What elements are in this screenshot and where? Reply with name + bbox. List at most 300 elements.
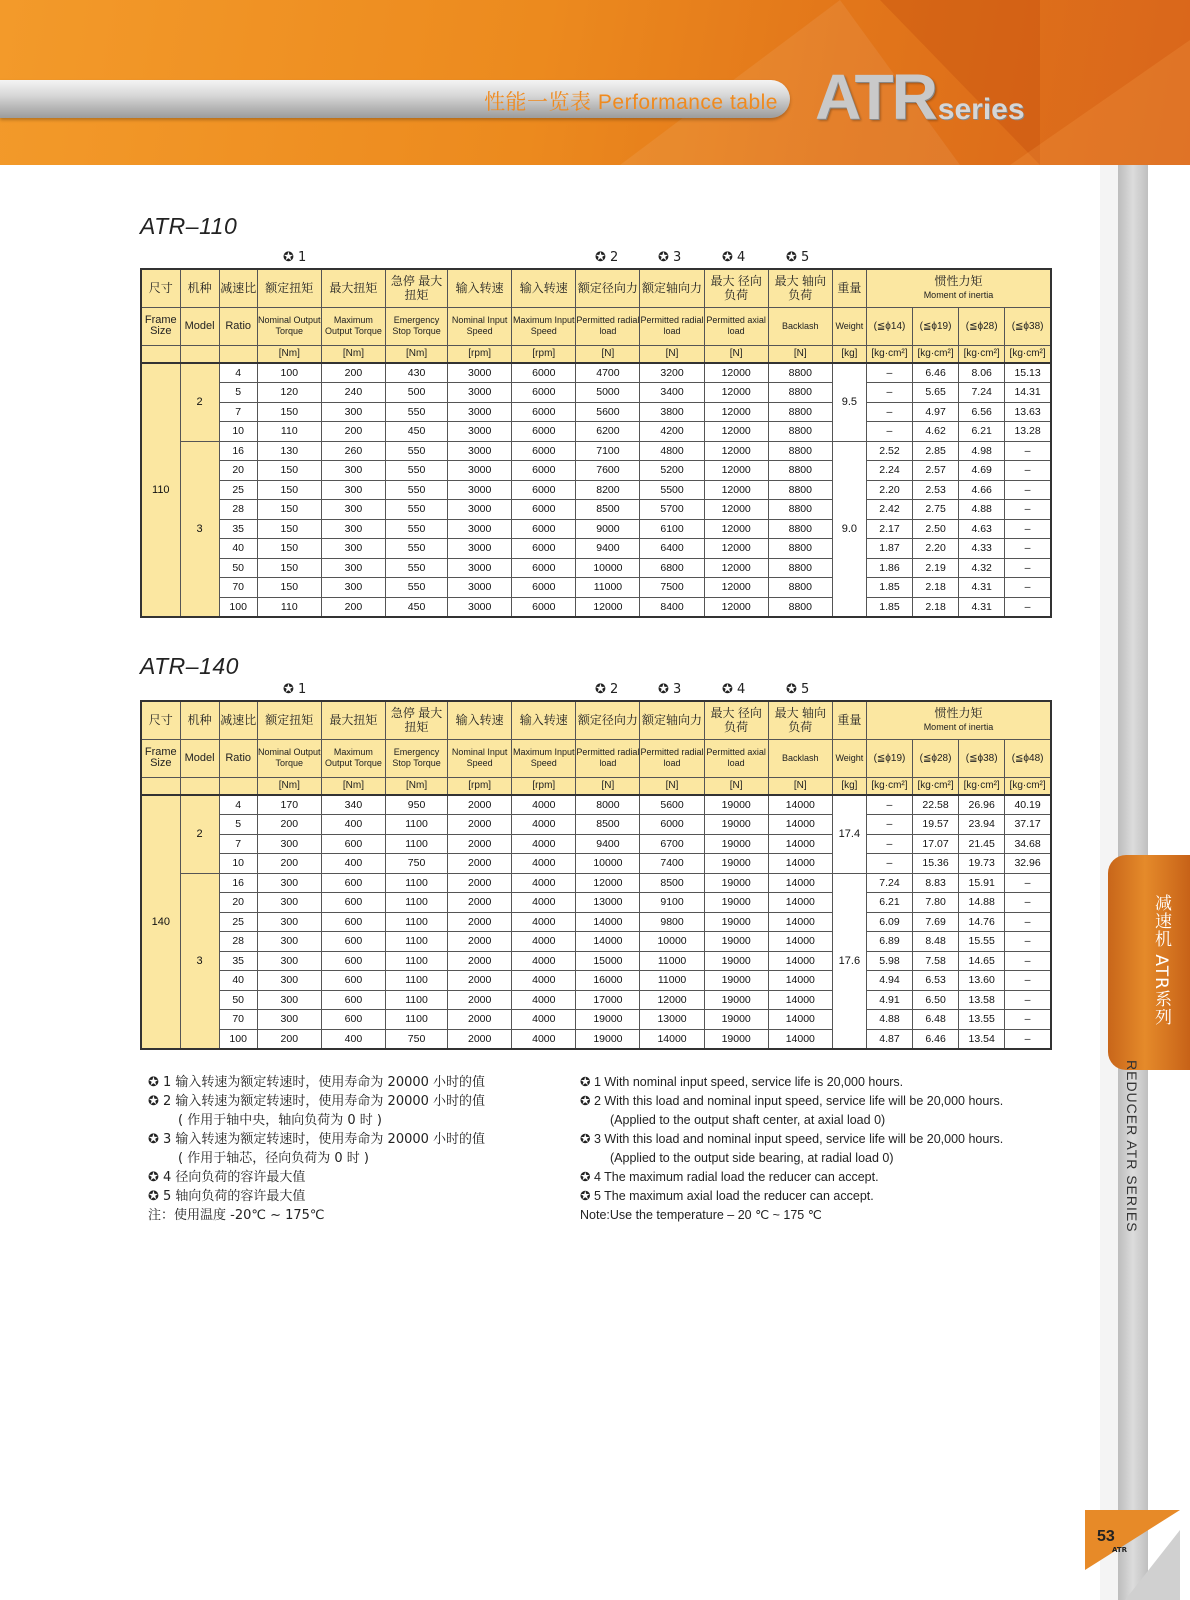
unit-cell: [kg·cm²] xyxy=(913,777,959,795)
value-cell: 170 xyxy=(257,795,321,815)
value-cell: – xyxy=(1005,1010,1051,1030)
inertia-shaft-header: (≦ϕ28) xyxy=(913,739,959,777)
ratio-cell: 50 xyxy=(219,558,257,578)
value-cell: 15.55 xyxy=(959,932,1005,952)
value-cell: 4000 xyxy=(512,795,576,815)
value-cell: 400 xyxy=(321,854,385,874)
value-cell: 200 xyxy=(257,1029,321,1049)
column-header-en: Backlash xyxy=(768,739,832,777)
value-cell: 14000 xyxy=(576,932,640,952)
inertia-shaft-header: (≦ϕ19) xyxy=(866,739,912,777)
value-cell: 19000 xyxy=(704,1010,768,1030)
column-header-en: Maximum Output Torque xyxy=(321,307,385,345)
value-cell: 2000 xyxy=(448,834,512,854)
value-cell: 4.31 xyxy=(959,597,1005,617)
column-header-zh: 额定轴向力 xyxy=(640,701,704,739)
value-cell: 3000 xyxy=(448,402,512,422)
value-cell: 14.76 xyxy=(959,912,1005,932)
value-cell: 19000 xyxy=(704,951,768,971)
value-cell: 1100 xyxy=(385,951,447,971)
weight-cell: 17.4 xyxy=(832,795,866,873)
value-cell: 300 xyxy=(257,990,321,1010)
value-cell: 4000 xyxy=(512,893,576,913)
column-header-en: Nominal Input Speed xyxy=(448,307,512,345)
value-cell: 4.63 xyxy=(959,519,1005,539)
value-cell: 400 xyxy=(321,1029,385,1049)
value-cell: 13000 xyxy=(640,1010,704,1030)
note-line: ✪ 5 轴向负荷的容许最大值 xyxy=(148,1189,306,1204)
value-cell: 300 xyxy=(257,971,321,991)
value-cell: 3800 xyxy=(640,402,704,422)
table-row xyxy=(141,402,1051,422)
value-cell: 4.62 xyxy=(913,422,959,442)
unit-cell xyxy=(180,345,219,363)
note-line: (Applied to the output side bearing, at radial load 0) xyxy=(610,1151,894,1165)
inertia-title-zh: 惯性力矩 xyxy=(934,705,983,720)
ratio-cell: 16 xyxy=(219,873,257,893)
value-cell: 8800 xyxy=(768,441,832,461)
value-cell: 4.94 xyxy=(866,971,912,991)
table-row xyxy=(141,363,1051,383)
table-row xyxy=(141,519,1051,539)
column-header-zh: 输入转速 xyxy=(512,269,576,307)
note-line: ✪ 2 输入转速为额定转速时，使用寿命为 20000 小时的值 xyxy=(148,1094,486,1109)
value-cell: 5.98 xyxy=(866,951,912,971)
value-cell: 6000 xyxy=(512,441,576,461)
value-cell: 150 xyxy=(257,480,321,500)
unit-cell xyxy=(180,777,219,795)
ratio-cell: 4 xyxy=(219,795,257,815)
value-cell: 1100 xyxy=(385,912,447,932)
value-cell: 600 xyxy=(321,1010,385,1030)
value-cell: 9800 xyxy=(640,912,704,932)
table-row xyxy=(141,1029,1051,1049)
value-cell: 200 xyxy=(257,854,321,874)
value-cell: 550 xyxy=(385,519,447,539)
value-cell: 3000 xyxy=(448,578,512,598)
value-cell: 3200 xyxy=(640,363,704,383)
value-cell: 13.60 xyxy=(959,971,1005,991)
unit-cell xyxy=(141,345,180,363)
value-cell: 14000 xyxy=(768,912,832,932)
value-cell: 8800 xyxy=(768,539,832,559)
value-cell: 11000 xyxy=(640,951,704,971)
value-cell: 6.21 xyxy=(866,893,912,913)
ratio-cell: 40 xyxy=(219,539,257,559)
footnote-mark: ✪ 5 xyxy=(786,250,810,265)
column-header-en: Permitted axial load xyxy=(704,307,768,345)
value-cell: 12000 xyxy=(704,422,768,442)
column-header-zh: 减速比 xyxy=(219,701,257,739)
value-cell: 1100 xyxy=(385,815,447,835)
value-cell: 4.66 xyxy=(959,480,1005,500)
value-cell: 14000 xyxy=(768,1029,832,1049)
column-header-zh: 急停 最大扭矩 xyxy=(385,701,447,739)
column-header-zh: 重量 xyxy=(832,701,866,739)
value-cell: 8800 xyxy=(768,422,832,442)
value-cell: – xyxy=(1005,971,1051,991)
value-cell: 4.69 xyxy=(959,461,1005,481)
column-header-zh: 额定扭矩 xyxy=(257,701,321,739)
column-header-en: Permitted axial load xyxy=(704,739,768,777)
value-cell: 4700 xyxy=(576,363,640,383)
value-cell: 3000 xyxy=(448,422,512,442)
model-cell: 3 xyxy=(180,441,219,617)
note-line: (Applied to the output shaft center, at axial load 0) xyxy=(610,1113,886,1127)
unit-cell: [N] xyxy=(576,777,640,795)
value-cell: – xyxy=(1005,597,1051,617)
value-cell: 8.83 xyxy=(913,873,959,893)
header-facet xyxy=(1010,40,1190,165)
inertia-shaft-header: (≦ϕ28) xyxy=(959,307,1005,345)
column-header-en: Maximum Output Torque xyxy=(321,739,385,777)
value-cell: 6000 xyxy=(512,480,576,500)
table-row xyxy=(141,558,1051,578)
value-cell: 7600 xyxy=(576,461,640,481)
value-cell: – xyxy=(1005,441,1051,461)
ratio-cell: 7 xyxy=(219,834,257,854)
value-cell: 1.86 xyxy=(866,558,912,578)
value-cell: – xyxy=(1005,893,1051,913)
value-cell: 14000 xyxy=(640,1029,704,1049)
value-cell: – xyxy=(866,834,912,854)
note-line: Note:Use the temperature – 20 ℃ ~ 175 ℃ xyxy=(580,1208,822,1222)
value-cell: – xyxy=(1005,539,1051,559)
value-cell: 4.87 xyxy=(866,1029,912,1049)
value-cell: 300 xyxy=(321,402,385,422)
weight-cell: 9.5 xyxy=(832,363,866,441)
unit-cell: [Nm] xyxy=(321,345,385,363)
value-cell: 14000 xyxy=(768,873,832,893)
value-cell: 8.06 xyxy=(959,363,1005,383)
value-cell: 2.53 xyxy=(913,480,959,500)
value-cell: – xyxy=(1005,951,1051,971)
value-cell: 22.58 xyxy=(913,795,959,815)
table-row xyxy=(141,597,1051,617)
value-cell: 13.58 xyxy=(959,990,1005,1010)
column-header-en: Model xyxy=(180,739,219,777)
note-line: ✪ 3 输入转速为额定转速时，使用寿命为 20000 小时的值 xyxy=(148,1132,486,1147)
value-cell: 11000 xyxy=(576,578,640,598)
value-cell: 8800 xyxy=(768,480,832,500)
ratio-cell: 10 xyxy=(219,854,257,874)
value-cell: 12000 xyxy=(704,519,768,539)
value-cell: 10000 xyxy=(640,932,704,952)
value-cell: 130 xyxy=(257,441,321,461)
column-header-zh: 最大扭矩 xyxy=(321,701,385,739)
value-cell: 12000 xyxy=(704,597,768,617)
unit-cell: [N] xyxy=(640,777,704,795)
value-cell: 6.50 xyxy=(913,990,959,1010)
ratio-cell: 4 xyxy=(219,363,257,383)
brand-logo xyxy=(815,60,1025,133)
value-cell: 240 xyxy=(321,383,385,403)
column-header-en: Emergency Stop Torque xyxy=(385,739,447,777)
header-title-bar xyxy=(0,80,790,118)
footnote-mark: ✪ 3 xyxy=(658,682,682,697)
footnote-mark: ✪ 4 xyxy=(722,250,746,265)
column-header-zh: 最大 径向负荷 xyxy=(704,269,768,307)
note-line: ✪ 2 With this load and nominal input speed, service life will be 20,000 hours. xyxy=(580,1094,1004,1108)
column-header-en: Nominal Output Torque xyxy=(257,739,321,777)
model-cell: 2 xyxy=(180,795,219,873)
value-cell: 37.17 xyxy=(1005,815,1051,835)
value-cell: 500 xyxy=(385,383,447,403)
inertia-header xyxy=(866,269,1051,307)
value-cell: 300 xyxy=(321,461,385,481)
value-cell: – xyxy=(1005,519,1051,539)
value-cell: 4000 xyxy=(512,1029,576,1049)
value-cell: 17.07 xyxy=(913,834,959,854)
value-cell: 5200 xyxy=(640,461,704,481)
value-cell: 1.87 xyxy=(866,539,912,559)
value-cell: 12000 xyxy=(704,539,768,559)
ratio-cell: 10 xyxy=(219,422,257,442)
column-header-en: Nominal Output Torque xyxy=(257,307,321,345)
ratio-cell: 28 xyxy=(219,500,257,520)
side-vertical-label: REDUCER ATR SERIES xyxy=(1124,1060,1140,1233)
value-cell: 11000 xyxy=(640,971,704,991)
value-cell: 8500 xyxy=(640,873,704,893)
value-cell: 340 xyxy=(321,795,385,815)
note-line: ✪ 1 With nominal input speed, service life is 20,000 hours. xyxy=(580,1075,904,1089)
column-header-en: Weight xyxy=(832,739,866,777)
value-cell: 10000 xyxy=(576,558,640,578)
value-cell: 550 xyxy=(385,500,447,520)
value-cell: 3000 xyxy=(448,539,512,559)
value-cell: 3000 xyxy=(448,558,512,578)
value-cell: 300 xyxy=(257,893,321,913)
value-cell: 400 xyxy=(321,815,385,835)
value-cell: 14000 xyxy=(768,951,832,971)
value-cell: 2000 xyxy=(448,873,512,893)
value-cell: 600 xyxy=(321,971,385,991)
ratio-cell: 70 xyxy=(219,1010,257,1030)
value-cell: 4.31 xyxy=(959,578,1005,598)
table-row xyxy=(141,971,1051,991)
column-header-zh: 最大 轴向负荷 xyxy=(768,269,832,307)
ratio-cell: 20 xyxy=(219,893,257,913)
value-cell: – xyxy=(866,383,912,403)
value-cell: 4.33 xyxy=(959,539,1005,559)
value-cell: 3000 xyxy=(448,363,512,383)
model-cell: 2 xyxy=(180,363,219,441)
column-header-zh: 额定轴向力 xyxy=(640,269,704,307)
value-cell: 14000 xyxy=(768,854,832,874)
value-cell: 2.85 xyxy=(913,441,959,461)
value-cell: 12000 xyxy=(704,480,768,500)
value-cell: 19000 xyxy=(704,854,768,874)
value-cell: 6800 xyxy=(640,558,704,578)
value-cell: 8800 xyxy=(768,578,832,598)
note-line: ✪ 5 The maximum axial load the reducer can accept. xyxy=(580,1189,874,1203)
unit-cell: [Nm] xyxy=(257,777,321,795)
value-cell: 8800 xyxy=(768,461,832,481)
column-header-zh: 最大 径向负荷 xyxy=(704,701,768,739)
unit-cell: [N] xyxy=(768,345,832,363)
value-cell: 5600 xyxy=(576,402,640,422)
value-cell: 14.31 xyxy=(1005,383,1051,403)
value-cell: 19000 xyxy=(704,815,768,835)
value-cell: 6.46 xyxy=(913,1029,959,1049)
value-cell: 6400 xyxy=(640,539,704,559)
weight-cell: 17.6 xyxy=(832,873,866,1049)
column-header-zh: 急停 最大扭矩 xyxy=(385,269,447,307)
value-cell: – xyxy=(866,402,912,422)
value-cell: 2.50 xyxy=(913,519,959,539)
value-cell: 19000 xyxy=(704,912,768,932)
footnote-marks xyxy=(140,682,1052,700)
value-cell: 4000 xyxy=(512,971,576,991)
table-title: ATR–110 xyxy=(140,213,238,239)
value-cell: 12000 xyxy=(704,578,768,598)
unit-cell: [rpm] xyxy=(448,345,512,363)
value-cell: 6700 xyxy=(640,834,704,854)
value-cell: 8500 xyxy=(576,500,640,520)
value-cell: 5600 xyxy=(640,795,704,815)
value-cell: 3000 xyxy=(448,500,512,520)
value-cell: 7.24 xyxy=(866,873,912,893)
value-cell: – xyxy=(1005,873,1051,893)
value-cell: 4200 xyxy=(640,422,704,442)
value-cell: 7500 xyxy=(640,578,704,598)
value-cell: 300 xyxy=(257,834,321,854)
value-cell: 8500 xyxy=(576,815,640,835)
value-cell: 200 xyxy=(321,363,385,383)
value-cell: 2000 xyxy=(448,951,512,971)
value-cell: – xyxy=(1005,912,1051,932)
value-cell: 12000 xyxy=(704,461,768,481)
table-row xyxy=(141,795,1051,815)
ratio-cell: 28 xyxy=(219,932,257,952)
table-row xyxy=(141,932,1051,952)
table-row xyxy=(141,834,1051,854)
value-cell: – xyxy=(1005,480,1051,500)
table-row xyxy=(141,539,1051,559)
value-cell: 750 xyxy=(385,854,447,874)
value-cell: 4000 xyxy=(512,951,576,971)
unit-cell: [rpm] xyxy=(448,777,512,795)
value-cell: 19000 xyxy=(704,795,768,815)
footnote-mark: ✪ 2 xyxy=(595,250,619,265)
model-cell: 3 xyxy=(180,873,219,1049)
unit-cell xyxy=(219,777,257,795)
value-cell: 2.17 xyxy=(866,519,912,539)
value-cell: 600 xyxy=(321,951,385,971)
value-cell: 4000 xyxy=(512,912,576,932)
value-cell: – xyxy=(1005,578,1051,598)
value-cell: 14000 xyxy=(768,815,832,835)
value-cell: 450 xyxy=(385,422,447,442)
value-cell: – xyxy=(866,795,912,815)
value-cell: 2000 xyxy=(448,932,512,952)
value-cell: – xyxy=(1005,461,1051,481)
value-cell: 110 xyxy=(257,597,321,617)
value-cell: 14000 xyxy=(768,1010,832,1030)
value-cell: 13000 xyxy=(576,893,640,913)
value-cell: 2.52 xyxy=(866,441,912,461)
value-cell: 150 xyxy=(257,539,321,559)
value-cell: 6.09 xyxy=(866,912,912,932)
column-header-en: Ratio xyxy=(219,739,257,777)
value-cell: 600 xyxy=(321,912,385,932)
unit-cell: [N] xyxy=(576,345,640,363)
ratio-cell: 5 xyxy=(219,383,257,403)
value-cell: 4800 xyxy=(640,441,704,461)
value-cell: – xyxy=(866,854,912,874)
value-cell: – xyxy=(866,422,912,442)
page-badge-shape xyxy=(1125,1530,1180,1600)
value-cell: 1100 xyxy=(385,893,447,913)
unit-cell: [rpm] xyxy=(512,777,576,795)
value-cell: 12000 xyxy=(704,363,768,383)
ratio-cell: 40 xyxy=(219,971,257,991)
column-header-en: Weight xyxy=(832,307,866,345)
unit-cell: [kg·cm²] xyxy=(959,345,1005,363)
value-cell: 3400 xyxy=(640,383,704,403)
column-header-en: Emergency Stop Torque xyxy=(385,307,447,345)
unit-cell: [kg·cm²] xyxy=(913,345,959,363)
value-cell: 6200 xyxy=(576,422,640,442)
ratio-cell: 35 xyxy=(219,519,257,539)
unit-cell: [kg] xyxy=(832,345,866,363)
value-cell: 40.19 xyxy=(1005,795,1051,815)
value-cell: 12000 xyxy=(576,597,640,617)
unit-cell: [rpm] xyxy=(512,345,576,363)
value-cell: 3000 xyxy=(448,461,512,481)
value-cell: 6000 xyxy=(512,383,576,403)
notes-chinese xyxy=(148,1073,485,1225)
value-cell: 300 xyxy=(321,519,385,539)
unit-cell: [Nm] xyxy=(257,345,321,363)
value-cell: 6000 xyxy=(512,578,576,598)
value-cell: 7.80 xyxy=(913,893,959,913)
table-row xyxy=(141,873,1051,893)
note-line: ( 作用于轴芯，径向负荷为 0 时 ) xyxy=(178,1151,369,1166)
unit-cell: [N] xyxy=(640,345,704,363)
value-cell: 260 xyxy=(321,441,385,461)
ratio-cell: 16 xyxy=(219,441,257,461)
value-cell: 2.57 xyxy=(913,461,959,481)
value-cell: 6000 xyxy=(512,402,576,422)
value-cell: 550 xyxy=(385,402,447,422)
note-line: ✪ 3 With this load and nominal input speed, service life will be 20,000 hours. xyxy=(580,1132,1004,1146)
unit-cell: [kg·cm²] xyxy=(1005,345,1051,363)
unit-cell xyxy=(219,345,257,363)
value-cell: 4.32 xyxy=(959,558,1005,578)
brand-suffix: series xyxy=(937,93,1025,126)
inertia-shaft-header: (≦ϕ14) xyxy=(866,307,912,345)
value-cell: 19000 xyxy=(576,1029,640,1049)
value-cell: 300 xyxy=(321,539,385,559)
column-header-en: Model xyxy=(180,307,219,345)
value-cell: 6000 xyxy=(512,539,576,559)
value-cell: 14000 xyxy=(768,795,832,815)
value-cell: 8400 xyxy=(640,597,704,617)
column-header-zh: 尺寸 xyxy=(141,701,180,739)
column-header-zh: 额定径向力 xyxy=(576,269,640,307)
value-cell: 2.20 xyxy=(913,539,959,559)
column-header-zh: 额定扭矩 xyxy=(257,269,321,307)
page-label: ATR xyxy=(1112,1546,1128,1554)
frame-size-cell: 110 xyxy=(141,363,180,617)
table-title: ATR–140 xyxy=(140,653,239,679)
column-header-zh: 机种 xyxy=(180,701,219,739)
value-cell: 4000 xyxy=(512,815,576,835)
value-cell: – xyxy=(1005,932,1051,952)
unit-cell: [kg·cm²] xyxy=(866,345,912,363)
value-cell: 4.88 xyxy=(959,500,1005,520)
